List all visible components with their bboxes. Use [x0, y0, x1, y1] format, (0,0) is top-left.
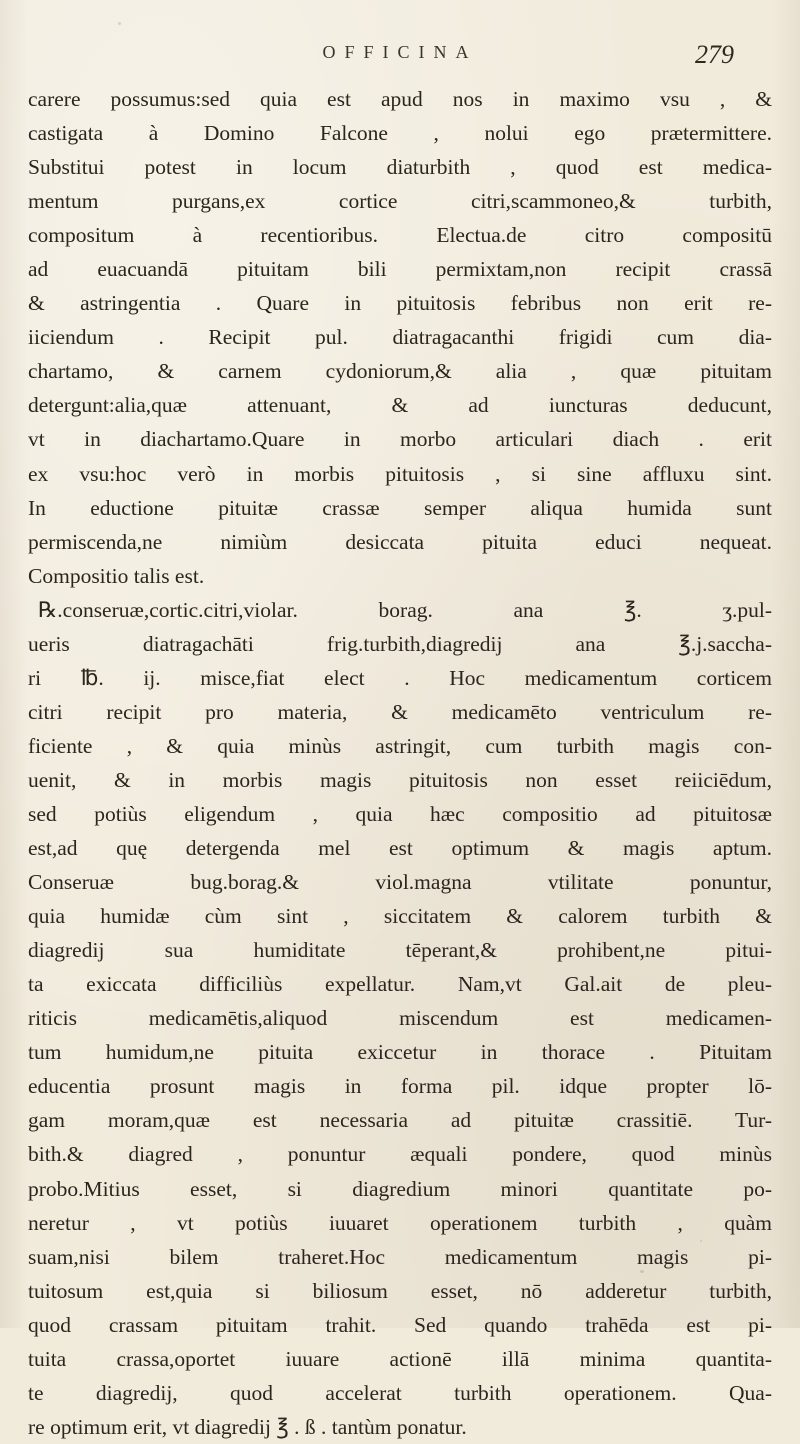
text-line: castigata à Domino Falcone , nolui ego prætermittere. [28, 121, 772, 146]
text-line: permiscenda,ne nimiùm desiccata pituita educi nequeat. [28, 529, 772, 554]
text-line: detergunt:alia,quæ attenuant, & ad iuncturas deducunt, [28, 393, 772, 418]
running-head: OFFICINA [322, 42, 478, 62]
text-line: ta exiccata difficiliùs expellatur. Nam,vt Gal.ait de pleu- [28, 972, 772, 997]
text-line: re optimum erit, vt diagredij ℥ . ß . tantùm ponatur. [28, 1414, 467, 1439]
text-line: uenit, & in morbis magis pituitosis non esset reiiciēdum, [28, 767, 772, 792]
text-line: neretur , vt potiùs iuuaret operationem turbith , quàm [28, 1210, 772, 1235]
text-line: ex vsu:hoc verò in morbis pituitosis , si sine affluxu sint. [28, 461, 772, 486]
text-line: sed potiùs eligendum , quia hæc compositio ad pituitosæ [28, 801, 772, 826]
text-line: bith.& diagred , ponuntur æquali pondere, quod minùs [28, 1142, 772, 1167]
text-line: mentum purgans,ex cortice citri,scammoneo,& turbith, [28, 189, 772, 214]
text-line: Substitui potest in locum diaturbith , quod est medica- [28, 155, 772, 180]
text-line: tum humidum,ne pituita exiccetur in thorace . Pituitam [28, 1040, 772, 1065]
text-line: ficiente , & quia minùs astringit, cum turbith magis con- [28, 733, 772, 758]
text-line: suam,nisi bilem traheret.Hoc medicamentum magis pi- [28, 1244, 772, 1269]
text-line: tuitosum est,quia si biliosum esset, nō adderetur turbith, [28, 1278, 772, 1303]
text-line: probo.Mitius esset, si diagredium minori quantitate po- [28, 1176, 772, 1201]
paper-speck [118, 22, 121, 25]
text-line: ri ℔. ij. misce,fiat elect . Hoc medicamentum corticem [28, 665, 772, 690]
text-line: tuita crassa,oportet iuuare actionē illā minima quantita- [28, 1346, 772, 1371]
body-text [28, 82, 772, 1444]
text-line: diagredij sua humiditate tēperant,& prohibent,ne pitui- [28, 938, 772, 963]
text-line: chartamo, & carnem cydoniorum,& alia , quæ pituitam [28, 359, 772, 384]
text-line: Compositio talis est. [28, 563, 205, 588]
text-line: iiciendum . Recipit pul. diatragacanthi frigidi cum dia- [28, 325, 772, 350]
text-line: quod crassam pituitam trahit. Sed quando trahēda est pi- [28, 1312, 772, 1337]
text-line: citri recipit pro materia, & medicamēto ventriculum re- [28, 699, 772, 724]
text-line: te diagredij, quod accelerat turbith operationem. Qua- [28, 1380, 772, 1405]
text-line: riticis medicamētis,aliquod miscendum est medicamen- [28, 1006, 772, 1031]
text-line: carere possumus:sed quia est apud nos in maximo vsu , & [28, 87, 772, 111]
page-number: 279 [695, 40, 734, 69]
page-header [60, 42, 740, 74]
text-line: est,ad quę detergenda mel est optimum & magis aptum. [28, 836, 772, 861]
text-line: ad euacuandā pituitam bili permixtam,non recipit crassā [28, 257, 772, 282]
text-line: Conseruæ bug.borag.& viol.magna vtilitate ponuntur, [28, 870, 772, 895]
text-line: & astringentia . Quare in pituitosis febribus non erit re- [28, 291, 772, 316]
text-line: In eductione pituitæ crassæ semper aliqua humida sunt [28, 495, 772, 520]
text-line: ueris diatragachāti frig.turbith,diagredij ana ℥.j.saccha- [28, 631, 772, 656]
text-line: quia humidæ cùm sint , siccitatem & calorem turbith & [28, 904, 772, 929]
text-line: compositum à recentioribus. Electua.de citro compositū [28, 223, 772, 248]
text-line: ℞.conseruæ,cortic.citri,violar. borag. ana ℥. ʒ.pul- [38, 597, 772, 622]
text-line: educentia prosunt magis in forma pil. idque propter lō- [28, 1074, 772, 1099]
text-line: vt in diachartamo.Quare in morbo articulari diach . erit [28, 427, 772, 452]
text-line: gam moram,quæ est necessaria ad pituitæ crassitiē. Tur- [28, 1108, 772, 1133]
